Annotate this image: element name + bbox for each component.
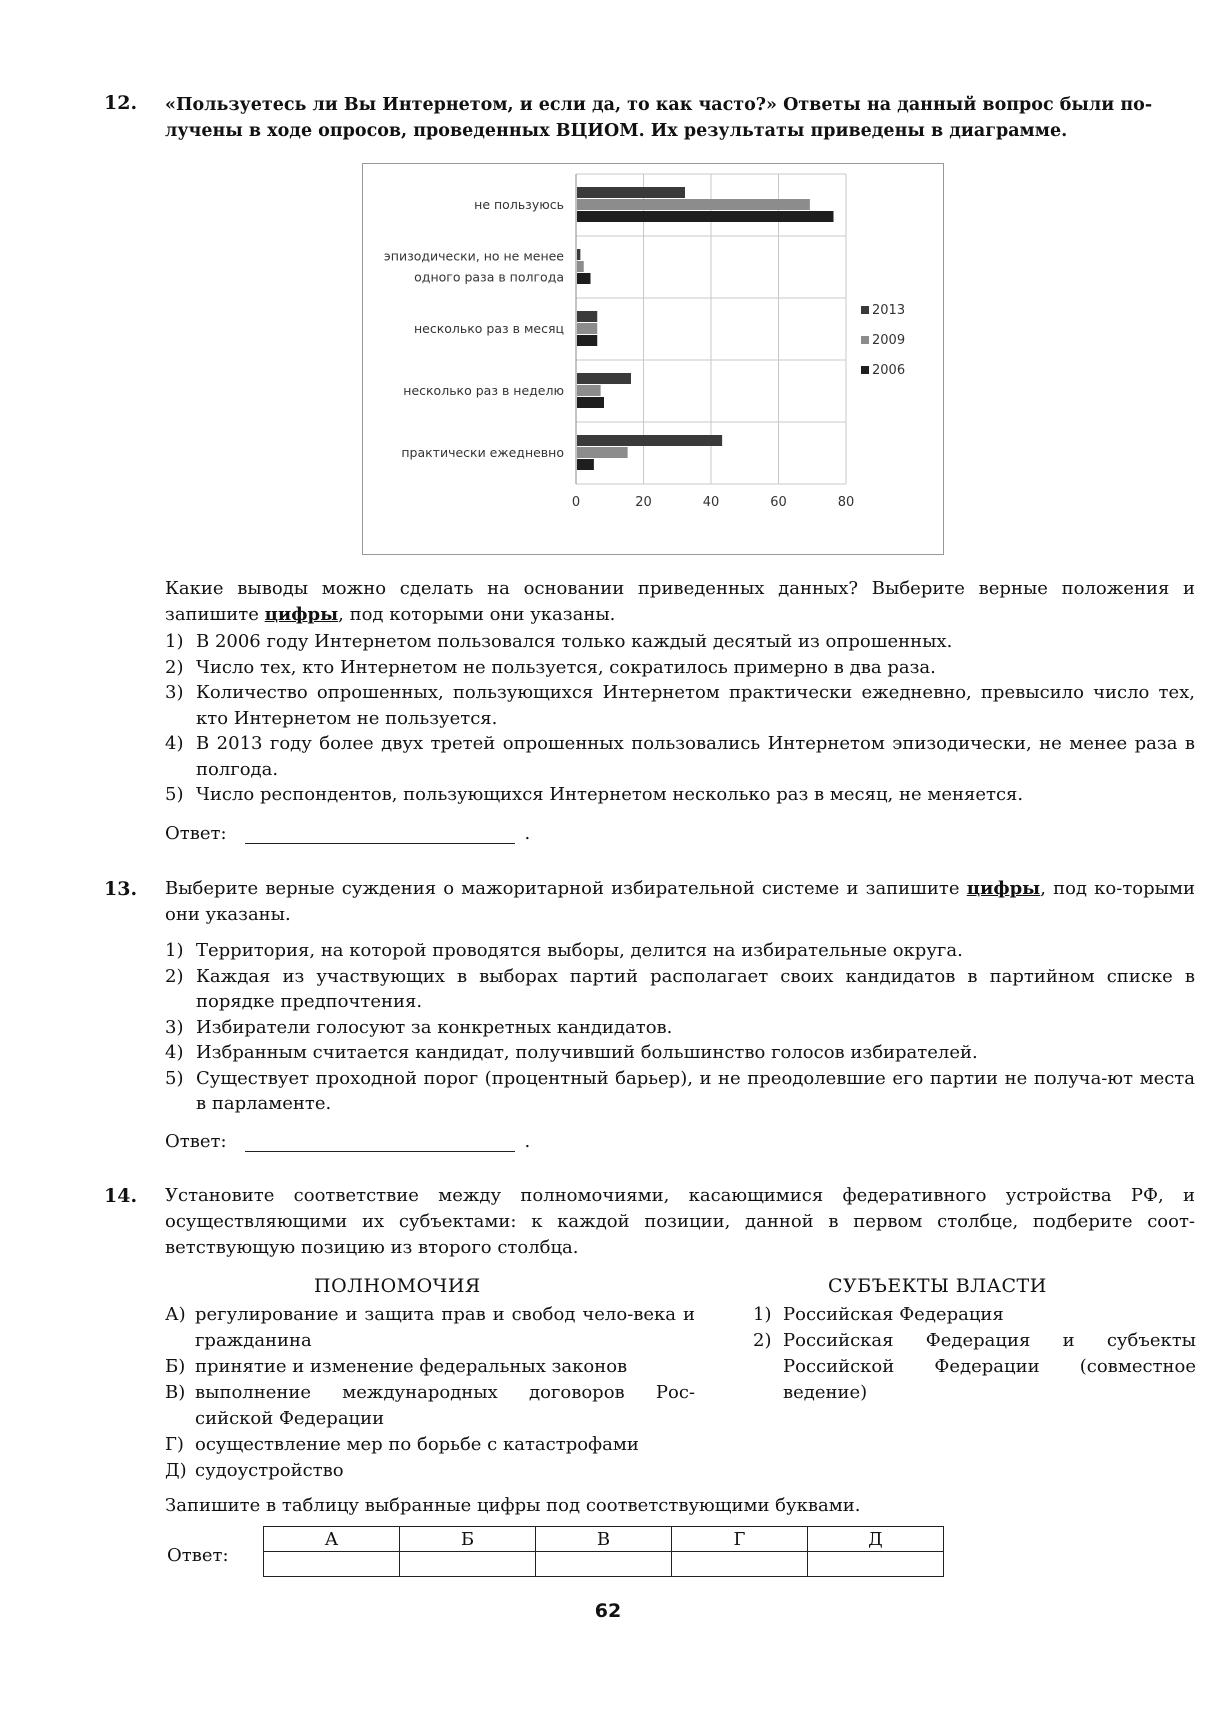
subject-item [753,1302,1196,1328]
question-number-13: 13. [104,878,138,900]
bar-2006 [577,211,834,222]
option-item-number: 2) [165,965,184,987]
x-tick-label: 40 [702,495,720,510]
power-item-number: В) [165,1382,186,1403]
x-tick-label: 20 [635,495,652,510]
bar-chart [362,163,944,555]
bar-2009 [577,261,584,272]
powers-list [165,1302,695,1484]
question-12-intro-line2: лучены в ходе опросов, проведенных ВЦИОМ. Их результаты приведены в диаграмме. [165,121,1068,141]
option-item-text: Число тех, кто Интернетом не пользуется, сократилось примерно в два раза. [196,656,936,678]
bar-chart-svg [363,164,943,554]
power-item-text: судоустройство [195,1460,344,1481]
power-item-text: принятие и изменение федеральных законов [195,1356,628,1377]
question-12-intro [165,92,1195,144]
bar-2013 [577,187,685,198]
question-12-prompt-part2: , под которыми они указаны. [338,604,616,625]
subjects-list [753,1302,1196,1406]
page-number: 62 [594,1600,622,1622]
answer-input-line[interactable] [245,1133,515,1152]
answer-dot: . [524,1131,531,1152]
power-item-number: Б) [165,1356,186,1377]
option-item-text: Избиратели голосуют за конкретных кандидатов. [196,1016,673,1038]
option-item-text: Каждая из участвующих в выборах партий располагает своих кандидатов в партийном списке в порядке предпочтения. [196,965,1195,1012]
bar-2009 [577,199,810,210]
option-item [165,731,1195,782]
bar-2006 [577,273,591,284]
answer-label: Ответ: [165,823,227,844]
option-item-text: Избранным считается кандидат, получивший большинство голосов избирателей. [196,1042,978,1063]
option-item-text: Существует проходной порог (процентный барьер), и не преодолевшие его партии не получа-ют места в парламенте. [196,1067,1195,1114]
option-item-text: В 2013 году более двух третей опрошенных пользовались Интернетом эпизодически, не менее раза в полгода. [196,733,1195,780]
answer-table-header-cell: А [264,1527,400,1552]
option-item [165,938,1195,964]
question-13-prompt-part2: , под ко-торыми они указаны. [165,878,1195,925]
subject-item [753,1328,1196,1406]
option-item [165,680,1195,731]
power-item-text: осуществление мер по борьбе с катастрофами [195,1434,639,1455]
option-item-number: 1) [165,940,184,961]
answer-table-input-row [264,1552,944,1577]
category-label: эпизодически, но не менее [383,248,564,264]
question-12-answer [165,823,530,844]
option-item-text: Территория, на которой проводятся выборы, делится на избирательные округа. [196,940,963,961]
answer-label: Ответ: [165,1131,227,1152]
bar-2006 [577,397,604,408]
answer-table-input-cell[interactable] [808,1552,944,1577]
legend-label: 2009 [872,333,906,348]
option-item-text: Число респондентов, пользующихся Интернетом несколько раз в месяц, не меняется. [196,784,1024,805]
question-13-prompt [165,876,1195,928]
option-item-text: Количество опрошенных, пользующихся Интернетом практически ежедневно, превысило число тех, кто Интернетом не пользуется. [196,682,1195,729]
power-item-text: выполнение международных договоров Рос-сийской Федерации [195,1382,695,1429]
power-item-number: Г) [165,1434,184,1455]
category-label: несколько раз в месяц [413,321,564,336]
bar-2006 [577,335,597,346]
question-number-14: 14. [104,1185,138,1207]
option-item-number: 2) [165,656,184,678]
option-item [165,655,1195,681]
answer-dot: . [524,823,531,844]
option-item-number: 4) [165,733,184,754]
power-item-number: Д) [165,1460,187,1481]
category-label: одного раза в полгода [414,269,564,285]
answer-table-input-cell[interactable] [672,1552,808,1577]
column-title-subjects: СУБЪЕКТЫ ВЛАСТИ [828,1275,1047,1297]
question-12-options [165,629,1195,808]
option-item [165,629,1195,655]
power-item [165,1432,695,1458]
question-13-options [165,938,1195,1117]
answer-table-input-cell[interactable] [400,1552,536,1577]
bar-2006 [577,459,594,470]
option-item-number: 5) [165,784,184,805]
answer-table [263,1526,944,1577]
category-label: практически ежедневно [401,445,564,460]
answer-input-line[interactable] [245,825,515,844]
option-item [165,1040,1195,1066]
power-item [165,1380,695,1432]
question-12-prompt-emphasis: цифры [264,604,339,625]
subject-item-text: Российская Федерация и субъекты Российской Федерации (совместное ведение) [783,1330,1196,1403]
question-14-answer-label: Ответ: [167,1545,229,1566]
answer-table-header-cell: Д [808,1527,944,1552]
option-item-number: 3) [165,1016,184,1038]
question-14-instruction: Запишите в таблицу выбранные цифры под соответствующими буквами. [165,1495,861,1516]
question-13-prompt-emphasis: цифры [966,878,1041,899]
bar-2013 [577,373,631,384]
bar-2009 [577,447,628,458]
question-13-prompt-part1: Выберите верные суждения о мажоритарной избирательной системе и запишите [165,878,967,899]
option-item [165,1015,1195,1041]
answer-table-input-cell[interactable] [264,1552,400,1577]
bar-2013 [577,249,580,260]
power-item [165,1354,695,1380]
bar-2009 [577,323,597,334]
question-14-prompt: Установите соответствие между полномочиями, касающимися федеративного устройства РФ, и осуществляющими их субъектами: к каждой позиции, данной в первом столбце, подберите соот-ветствующую позицию из второго столбца. [165,1185,1195,1258]
option-item [165,1066,1195,1117]
legend-label: 2013 [872,303,906,318]
legend-swatch-2006 [861,366,869,374]
x-tick-label: 80 [837,495,855,510]
option-item-text: В 2006 году Интернетом пользовался только каждый десятый из опрошенных. [196,631,953,652]
option-item-number: 5) [165,1067,184,1089]
x-tick-label: 0 [571,495,581,510]
power-item-number: А) [165,1304,186,1325]
question-12-prompt [165,576,1195,628]
bar-2013 [577,435,722,446]
option-item [165,964,1195,1015]
question-12-intro-line1: «Пользуетесь ли Вы Интернетом, и если да, то как часто?» Ответы на данный вопрос были по- [165,95,1153,115]
option-item-number: 1) [165,631,184,652]
option-item-number: 4) [165,1042,184,1063]
question-12-prompt-part1: Какие выводы можно сделать на основании приведенных данных? Выберите верные положения и запишите [165,578,1195,625]
bar-2013 [577,311,597,322]
answer-table-input-cell[interactable] [536,1552,672,1577]
legend-swatch-2013 [861,306,869,314]
category-label: несколько раз в неделю [403,383,564,398]
x-tick-label: 60 [770,495,787,510]
subject-item-number: 2) [753,1330,772,1351]
power-item [165,1458,695,1484]
answer-table-header-cell: Г [672,1527,808,1552]
answer-table-header-row [264,1527,944,1552]
option-item-number: 3) [165,682,184,703]
answer-table-header-cell: В [536,1527,672,1552]
subject-item-text: Российская Федерация [783,1304,1004,1325]
answer-table-header-cell: Б [400,1527,536,1552]
power-item [165,1302,695,1354]
option-item [165,782,1195,808]
bar-2009 [577,385,601,396]
column-title-powers: ПОЛНОМОЧИЯ [314,1275,481,1297]
power-item-text: регулирование и защита прав и свобод чело-века и гражданина [195,1304,695,1351]
legend-swatch-2009 [861,336,869,344]
legend-label: 2006 [872,363,906,378]
question-number-12: 12. [104,92,138,114]
question-13-answer [165,1131,530,1152]
subject-item-number: 1) [753,1304,772,1325]
category-label: не пользуюсь [474,197,564,212]
